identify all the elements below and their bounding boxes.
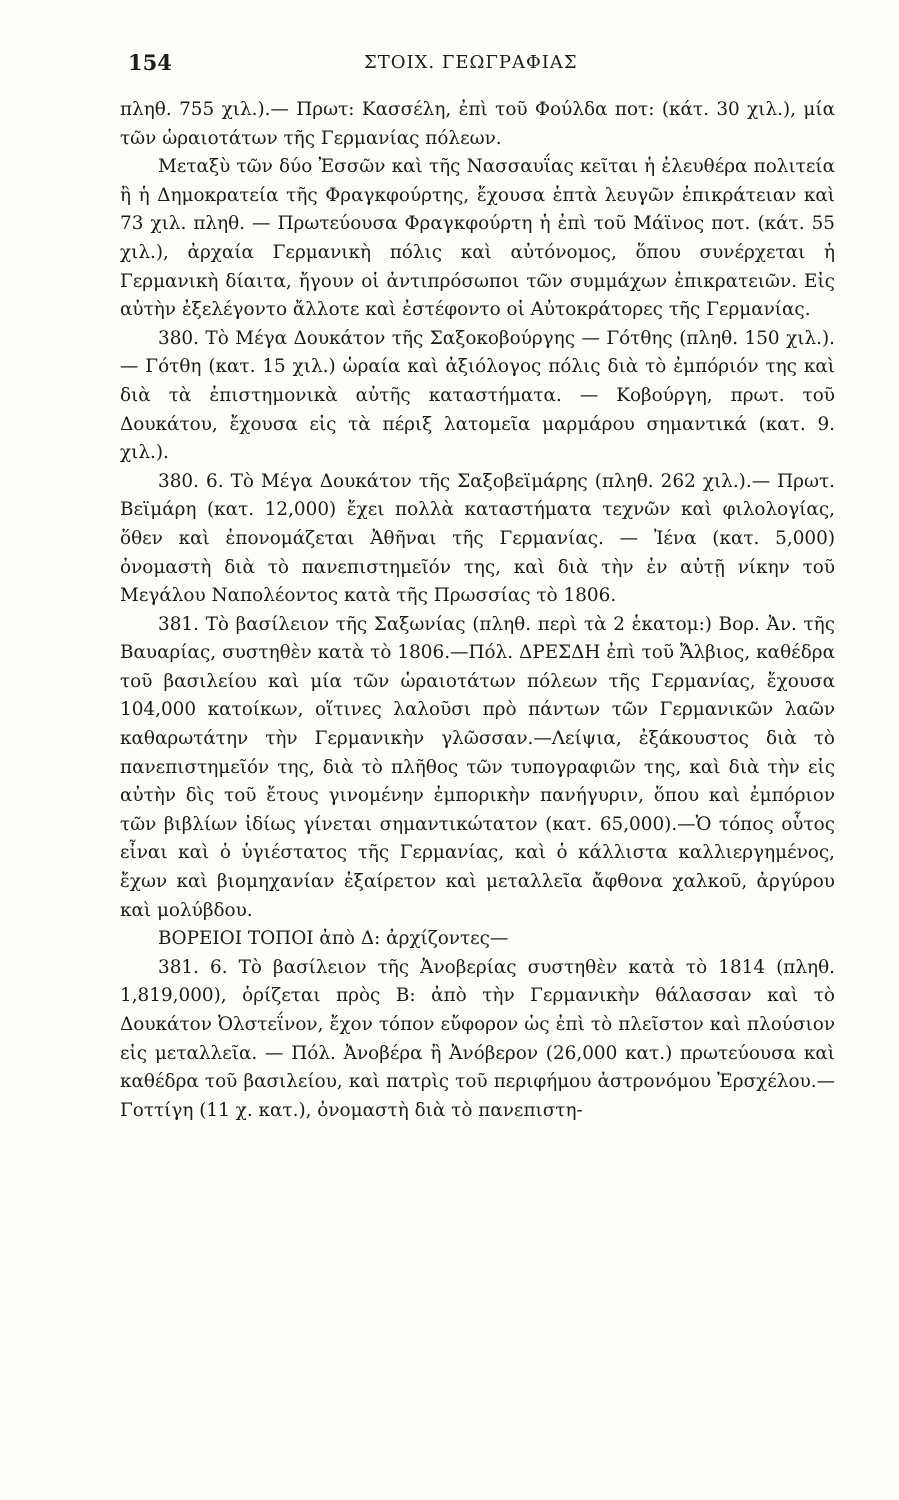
page-body [120,96,835,1125]
page-number: 154 [128,50,172,75]
paragraph-continuation: πληθ. 755 χιλ.).— Πρωτ: Κασσέλη, ἐπὶ τοῦ Φούλδα ποτ: (κάτ. 30 χιλ.), μία τῶν ὡραιοτάτων τῆς Γερμανίας πόλεων. [120,99,835,149]
page-header [128,50,834,80]
paragraph-frankfurt: Μεταξὺ τῶν δύο Ἐσσῶν καὶ τῆς Νασσαυΐας κεῖται ἡ ἐλευθέρα πολιτεία ἢ ἡ Δημοκρατεία τῆς Φραγκφούρτης, ἔχουσα ἑπτὰ λευγῶν ἐπικράτειαν καὶ 73 χιλ. πληθ. — Πρωτεύουσα Φραγκφούρτη ἡ ἐπὶ τοῦ Μάϊνος ποτ. (κάτ. 55 χιλ.), ἀρχαία Γερμανικὴ πόλις καὶ αὐτόνομος, ὅπου συνέρχεται ἡ Γερμανικὴ δίαιτα, ἤγουν οἱ ἀντιπρόσωποι τῶν συμμάχων ἐπικρατειῶν. Εἰς αὐτὴν ἐξελέγοντο ἄλλοτε καὶ ἐστέφοντο οἱ Αὐτοκράτορες τῆς Γερμανίας. [120,156,835,321]
section-381: 381. Τὸ βασίλειον τῆς Σαξωνίας (πληθ. περὶ τὰ 2 ἑκατομ:) Βορ. Ἀν. τῆς Βαυαρίας, συστηθὲν κατὰ τὸ 1806.—Πόλ. ΔΡΕΣΔΗ ἐπὶ τοῦ Ἄλβιος, καθέδρα τοῦ βασιλείου καὶ μία τῶν ὡραιοτάτων πόλεων τῆς Γερμανίας, ἔχουσα 104,000 κατοίκων, οἵτινες λαλοῦσι πρὸ πάντων τῶν Γερμανικῶν λαῶν καθαρωτάτην τὴν Γερμανικὴν γλῶσσαν.—Λείψια, ἐξάκουστος διὰ τὸ πανεπιστημεῖόν της, διὰ τὸ πλῆθος τῶν τυπογραφιῶν της, καὶ διὰ τὴν εἰς αὐτὴν δὶς τοῦ ἔτους γινομένην ἐμπορικὴν πανήγυριν, ὅπου καὶ ἐμπόριον τῶν βιβλίων ἰδίως γίνεται σημαντικώτατον (κατ. 65,000).—Ὁ τόπος οὗτος εἶναι καὶ ὁ ὑγιέστατος τῆς Γερμανίας, καὶ ὁ κάλλιστα καλλιεργημένος, ἔχων καὶ βιομηχανίαν ἐξαίρετον καὶ μεταλλεῖα ἄφθονα χαλκοῦ, ἀργύρου καὶ μολύβδου. [120,613,835,921]
subheading-northern-lands: ΒΟΡΕΙΟΙ ΤΟΠΟΙ ἀπὸ Δ: ἀρχίζοντες— [158,928,509,950]
section-381-b: 381. 6. Τὸ βασίλειον τῆς Ἀνοβερίας συστηθὲν κατὰ τὸ 1814 (πληθ. 1,819,000), ὁρίζεται πρὸς Β: ἀπὸ τὴν Γερμανικὴν θάλασσαν καὶ τὸ Δουκάτον Ὀλστεΐνον, ἔχον τόπον εὔφορον ὡς ἐπὶ τὸ πλεῖστον καὶ πλούσιον εἰς μεταλλεῖα. — Πόλ. Ἀνοβέρα ἢ Ἀνόβερον (26,000 κατ.) πρωτεύουσα καὶ καθέδρα τοῦ βασιλείου, καὶ πατρὶς τοῦ περιφήμου ἀστρονόμου Ἐρσχέλου.—Γοττίγη (11 χ. κατ.), ὀνομαστὴ διὰ τὸ πανεπιστη- [120,956,835,1121]
section-380-b: 380. 6. Τὸ Μέγα Δουκάτον τῆς Σαξοβεϊμάρης (πληθ. 262 χιλ.).— Πρωτ. Βεϊμάρη (κατ. 12,000) ἔχει πολλὰ καταστήματα τεχνῶν καὶ φιλολογίας, ὅθεν καὶ ἐπονομάζεται Ἀθῆναι τῆς Γερμανίας. — Ἰένα (κατ. 5,000) ὀνομαστὴ διὰ τὸ πανεπιστημεῖόν της, καὶ διὰ τὴν ἐν αὐτῇ νίκην τοῦ Μεγάλου Ναπολέοντος κατὰ τῆς Πρωσσίας τὸ 1806. [120,470,835,607]
section-380: 380. Τὸ Μέγα Δουκάτον τῆς Σαξοκοβούργης — Γότθης (πληθ. 150 χιλ.). — Γότθη (κατ. 15 χιλ.) ὡραία καὶ ἀξιόλογος πόλις διὰ τὸ ἐμπόριόν της καὶ διὰ τὰ ἐπιστημονικὰ αὐτῆς καταστήματα. — Κοβούργη, πρωτ. τοῦ Δουκάτου, ἔχουσα εἰς τὰ πέριξ λατομεῖα μαρμάρου σημαντικά (κατ. 9. χιλ.). [120,327,835,464]
running-head: ΣΤΟΙΧ. ΓΕΩΓΡΑΦΙΑΣ [364,52,578,73]
